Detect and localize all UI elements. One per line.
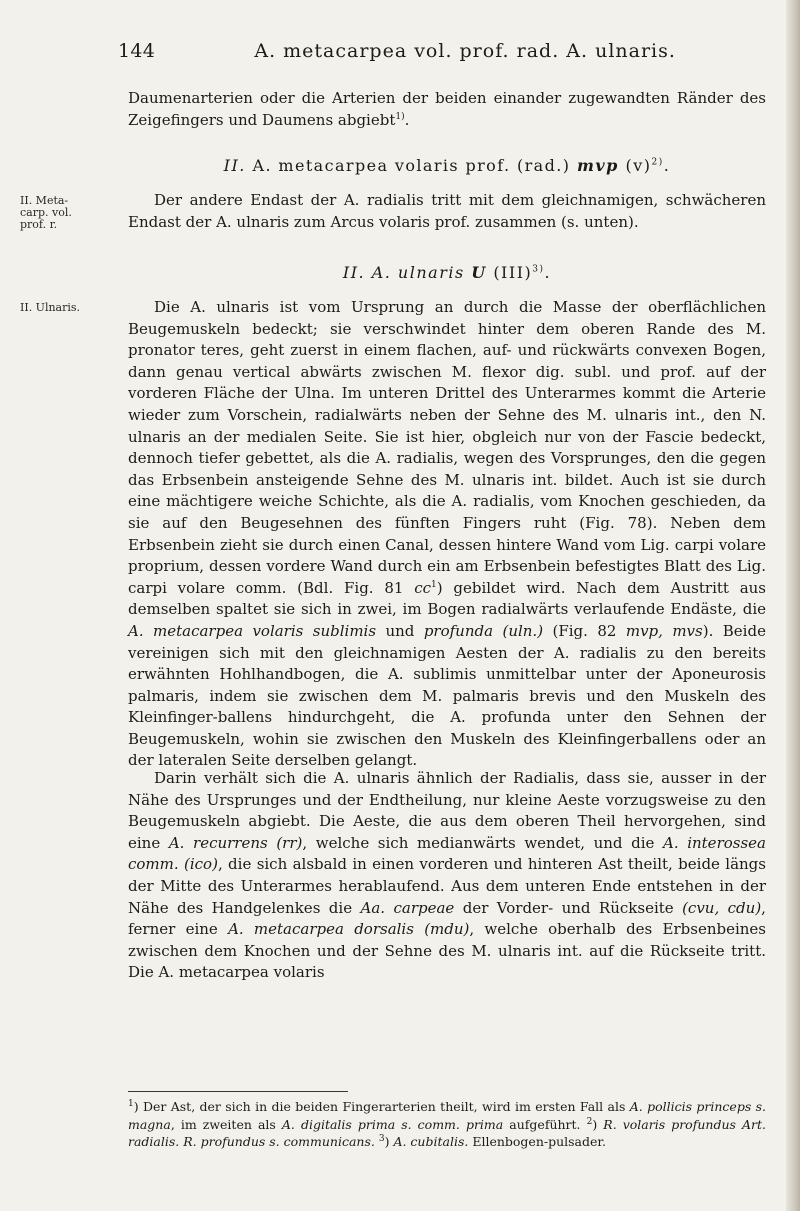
footnote-1: $^1$) Der Ast, der sich in die beiden Fingerarterien theilt, wird im ersten Fall als A. pollicis princeps s. magna, im zweiten als A. digitalis prima s. comm. prima aufgeführt. bbox=[128, 1098, 766, 1132]
page-edge bbox=[786, 0, 800, 1211]
margin-note-ulnaris: II. Ulnaris. bbox=[20, 301, 81, 314]
footnote-2: $^2$) R. volaris profundus Art. radialis. R. profundus s. communicans. bbox=[128, 1116, 766, 1149]
running-title: A. metacarpea vol. prof. rad. A. ulnaris. bbox=[254, 40, 676, 62]
footnote-ref: 2) bbox=[651, 157, 664, 168]
footnote-ref: 1) bbox=[395, 111, 405, 122]
footnotes bbox=[128, 1098, 766, 1151]
paragraph-ulnaris-1: Die A. ulnaris ist vom Ursprung an durch die Masse der oberflächlichen Beugemuskeln bedeckt; sie verschwindet hinter dem oberen Rande des M. pronator teres, geht zuerst in einem flachen, auf- und rückwärts convexen Bogen, dann genau vertical abwärts zwischen M. flexor dig. subl. und prof. auf der vorderen Fläche der Ulna. Im unteren Drittel des Unterarmes kommt die Arterie wieder zum Vorschein, radialwärts neben der Sehne des M. ulnaris int., den N. ulnaris an der medialen Seite. Sie ist hier, obgleich nur von der Fascie bedeckt, dennoch tiefer gebettet, als die A. radialis, wegen des Vorsprunges, den die gegen das Erbsenbein ansteigende Sehne des M. ulnaris int. bildet. Auch ist sie durch eine mächtigere weiche Schichte, als die A. radialis, vom Knochen geschieden, da sie auf den Beugesehnen des fünften Fingers ruht (Fig. 78). Neben dem Erbsenbein zieht sie durch einen Canal, dessen hintere Wand vom Lig. carpi volare proprium, dessen vordere Wand durch ein am Erbsenbein befestigtes Blatt des Lig. carpi volare comm. (Bdl. Fig. 81 $cc^1$) gebildet wird. Nach dem Austritt aus demselben spaltet sie sich in zwei, im Bogen radialwärts verlaufende Endäste, die A. metacarpea volaris sublimis und profunda (uln.) (Fig. 82 mvp, mvs). Beide vereinigen sich mit den gleichnamigen Aesten der A. radialis zu den bereits erwähnten Hohlhandbogen, die A. sublimis unmittelbar unter der Aponeurosis palmaris, indem sie zwischen dem M. palmaris brevis und den Muskeln des Kleinfinger-ballens hindurchgeht, die A. profunda unter den Sehnen der Beugemuskeln, wohin sie zwischen den Muskeln des Kleinfingerballens oder an der lateralen Seite derselben gelangt. bbox=[128, 298, 766, 770]
footnote-3: $^3$) A. cubitalis. Ellenbogen-pulsader. bbox=[378, 1133, 606, 1149]
page-number: 144 bbox=[118, 40, 156, 62]
running-header bbox=[118, 40, 678, 62]
footnote-ref: 3) bbox=[532, 264, 545, 275]
intro-paragraph: Daumenarterien oder die Arterien der beiden einander zugewandten Ränder des Zeigefingers und Daumens abgiebt$^{1)}$. bbox=[128, 89, 766, 129]
section-title-ulnaris: II. A. ulnaris U (III)$^{3)}$. bbox=[342, 263, 552, 282]
section-title-mvp: II. A. metacarpea volaris prof. (rad.) mvp $(v)^{2)}$. bbox=[223, 156, 671, 175]
footnote-rule bbox=[128, 1091, 348, 1092]
margin-note-mvp: II. Meta-carp. vol. prof. r. bbox=[20, 194, 72, 231]
paragraph-ulnaris-2: Darin verhält sich die A. ulnaris ähnlich der Radialis, dass sie, ausser in der Nähe des Ursprunges und der Endtheilung, nur kleine Aeste vorzugsweise zu den Beugemuskeln abgiebt. Die Aeste, die aus dem oberen Theil hervorgehen, sind eine A. recurrens (rr), welche sich medianwärts wendet, und die A. interossea comm. (ico), die sich alsbald in einen vorderen und hinteren Ast theilt, beide längs der Mitte des Unterarmes herablaufend. Aus dem unteren Ende entstehen in der Nähe des Handgelenkes die Aa. carpeae der Vorder- und Rückseite (cvu, cdu), ferner eine A. metacarpea dorsalis (mdu), welche oberhalb des Erbsenbeines zwischen dem Knochen und der Sehne des M. ulnaris int. auf die Rückseite tritt. Die A. metacarpea volaris bbox=[128, 769, 766, 982]
paragraph-mvp: Der andere Endast der A. radialis tritt mit dem gleichnamigen, schwächeren Endast der A. ulnaris zum Arcus volaris prof. zusammen (s. unten). bbox=[128, 191, 766, 231]
